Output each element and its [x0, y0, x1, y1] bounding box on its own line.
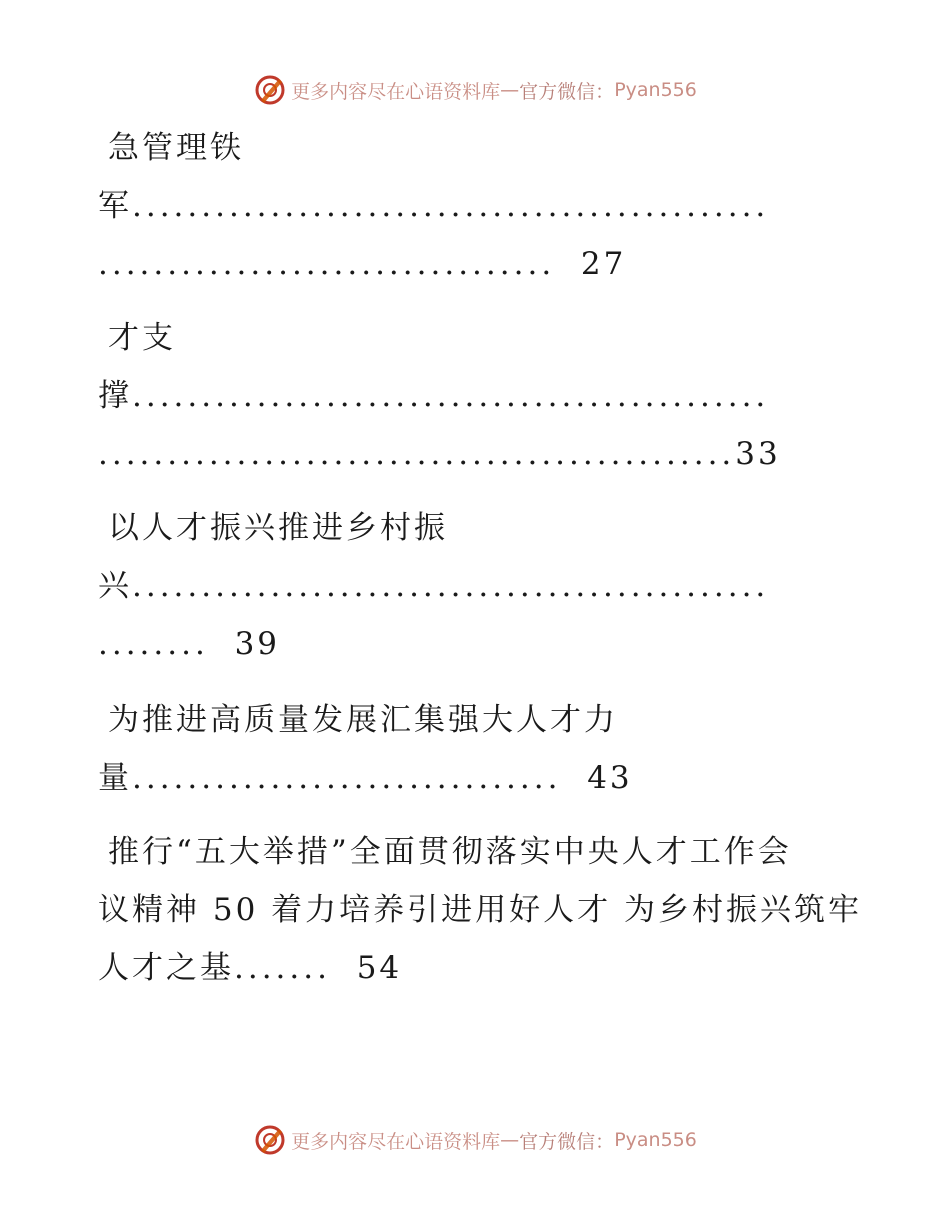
page-number: 54: [356, 950, 403, 986]
toc-entry-title[interactable]: 急管理铁: [108, 130, 244, 166]
toc-entry-title[interactable]: 为推进高质量发展汇集强大人才力: [108, 702, 618, 738]
footer-watermark: [0, 1120, 950, 1160]
dot-leader: ..............................................: [132, 568, 770, 604]
dot-leader: .......: [234, 950, 331, 986]
toc-entry-text[interactable]: 议精神 50 着力培养引进用好人才 为乡村振兴筑牢: [98, 892, 863, 928]
watermark-separator: —: [500, 79, 520, 101]
toc-entry-leader[interactable]: [98, 244, 626, 284]
page-number: 39: [234, 626, 281, 662]
toc-entry-text: 军: [98, 188, 132, 224]
toc-entry-leader[interactable]: [98, 624, 280, 664]
page-number: 43: [587, 760, 633, 796]
toc-entry-leader[interactable]: [98, 186, 769, 226]
toc-entry-title[interactable]: 才支: [108, 320, 176, 356]
toc-entry-title[interactable]: 以人才振兴推进乡村振: [108, 510, 448, 546]
pen-logo-icon: [253, 1123, 287, 1157]
toc-entry-text: 量: [98, 760, 132, 796]
dot-leader: ..............................................: [132, 188, 770, 224]
watermark-text: 更多内容尽在心语资料库: [291, 80, 501, 103]
watermark-account: Pyan556: [614, 79, 697, 101]
dot-leader: ..............................................: [132, 378, 770, 414]
toc-entry-leader[interactable]: [98, 948, 402, 988]
toc-entry-leader[interactable]: [98, 376, 769, 416]
watermark-account: Pyan556: [614, 1129, 697, 1151]
dot-leader: ..............................................: [98, 436, 736, 472]
toc-entry-leader[interactable]: [98, 758, 633, 798]
watermark-wechat-label: 官方微信：: [519, 80, 615, 103]
toc-entry-leader[interactable]: [98, 434, 781, 474]
toc-entry-text: 兴: [98, 568, 132, 604]
dot-leader: ........: [98, 626, 209, 662]
toc-entry-title[interactable]: 推行“五大举措”全面贯彻落实中央人才工作会: [108, 834, 792, 870]
watermark-separator: —: [500, 1129, 520, 1151]
dot-leader: .................................: [98, 246, 556, 282]
toc-entry-text: 撑: [98, 378, 132, 414]
page-number: 27: [580, 246, 627, 282]
dot-leader: ...............................: [132, 760, 562, 796]
watermark-text: 更多内容尽在心语资料库: [291, 1130, 501, 1153]
toc-entry-leader[interactable]: [98, 566, 769, 606]
watermark-wechat-label: 官方微信：: [519, 1130, 615, 1153]
page-number: 33: [735, 436, 781, 472]
toc-entry-text: 人才之基: [98, 950, 234, 986]
